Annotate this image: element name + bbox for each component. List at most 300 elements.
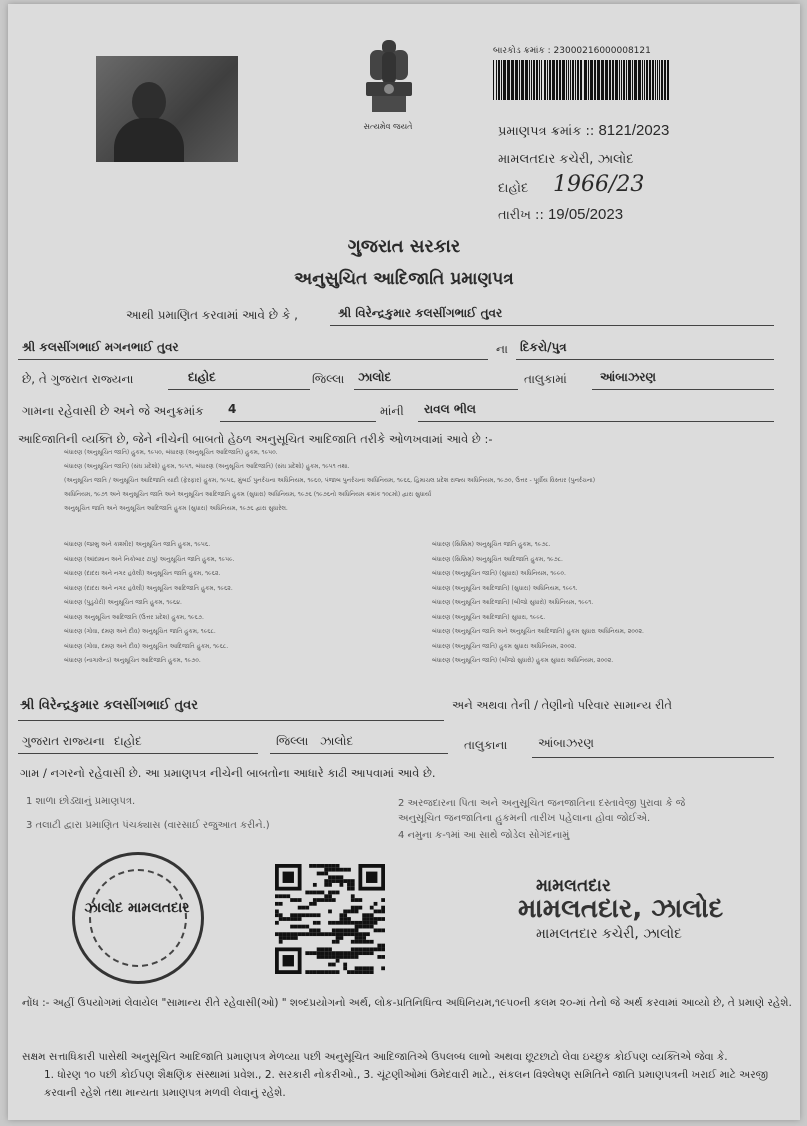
- qr-module: [302, 913, 306, 917]
- issuing-office: મામલતદાર કચેરી, ઝાલોદ: [498, 152, 634, 167]
- qr-module: [332, 921, 336, 925]
- order-line: બંધારણ (અનુસૂચિત જાતિ અને અનુસૂચિત આદિજાતિ) હુકમ સુધારા અધિનિયમ, ૨૦૦૨.: [432, 628, 644, 635]
- qr-module: [332, 928, 336, 932]
- qr-module: [317, 872, 321, 876]
- order-line: બંધારણ (અનુસૂચિત જાતિ) હુકમ, ૧૯૫૦, બંધારણ (અનુસૂચિત આદિજાતિ) હુકમ, ૧૯૫૦.: [64, 449, 278, 456]
- qr-module: [339, 913, 343, 917]
- qr-module: [283, 917, 287, 921]
- qr-module: [332, 963, 336, 967]
- qr-module: [332, 970, 336, 974]
- qr-module: [339, 879, 343, 883]
- condition-2: 2 અરજદારના પિતા અને અનુસૂચિત જનજાતિના દસ્તાવેજી પુરાવા કે જે અનુસૂચિત જનજાતિના હુકમની તારીખ પહેલાના હોવા જોઈએ.: [398, 798, 686, 824]
- qr-module: [313, 883, 317, 887]
- qr-module: [336, 864, 340, 868]
- qr-module: [298, 898, 302, 902]
- order-line: અનુસૂચિત જાતિ અને અનુસૂચિત આદિજાતિ હુકમ (સુધારા) અધિનિયમ, ૧૯૭૬ દ્વારા સુધારેલ.: [64, 505, 288, 512]
- qr-module: [339, 917, 343, 921]
- barcode-bar: [547, 60, 548, 100]
- residence-village: આંબાઝરણ: [538, 736, 594, 750]
- district-label: જિલ્લા: [312, 372, 345, 386]
- qr-module: [347, 887, 351, 891]
- barcode-bar: [588, 60, 589, 100]
- qr-module: [321, 872, 325, 876]
- qr-module: [332, 932, 336, 936]
- qr-module: [358, 906, 362, 910]
- order-line: બંધારણ (જમ્મુ અને કાશ્મીર) અનુસૂચિત જાતિ હુકમ, ૧૯૫૬.: [64, 541, 211, 548]
- qr-module: [328, 947, 332, 951]
- qr-module: [290, 925, 294, 929]
- qr-module: [343, 879, 347, 883]
- barcode-bar: [544, 60, 546, 100]
- qr-module: [336, 970, 340, 974]
- qr-module: [343, 928, 347, 932]
- qr-module: [336, 879, 340, 883]
- qr-module: [366, 947, 370, 951]
- barcode-bar: [623, 60, 625, 100]
- barcode-bar: [559, 60, 561, 100]
- qr-module: [351, 879, 355, 883]
- seal-text: ઝાલોદ મામલતદાર: [84, 900, 190, 916]
- barcode-bar: [570, 60, 571, 100]
- qr-module: [294, 936, 298, 940]
- qr-module: [294, 932, 298, 936]
- barcode-bar: [667, 60, 669, 100]
- qr-module: [321, 951, 325, 955]
- qr-module: [351, 906, 355, 910]
- qr-module: [370, 921, 374, 925]
- certificate-number-label: પ્રમાણપત્ર ક્રમાંક ::: [498, 124, 595, 139]
- barcode-bar: [612, 60, 614, 100]
- qr-module: [324, 872, 328, 876]
- qr-module: [355, 928, 359, 932]
- qr-module: [309, 928, 313, 932]
- qr-module: [313, 928, 317, 932]
- signature-stamp: મામલતદાર, ઝાલોદ: [518, 894, 724, 924]
- qr-module: [374, 910, 378, 914]
- residence-taluka: ઝાલોદ: [320, 734, 354, 748]
- barcode-bar: [584, 60, 587, 100]
- barcode-bar: [655, 60, 656, 100]
- qr-module: [313, 902, 317, 906]
- tribe-text: આદિજાતિની વ્યક્તિ છે, જેને નીચેની બાબતો હેઠળ અનુસૂચિત આદિજાતિ તરીકે ઓળખવામાં આવે છે :-: [18, 432, 493, 446]
- qr-module: [336, 875, 340, 879]
- certificate-page: [8, 4, 800, 1120]
- district-value: દાહોદ: [188, 370, 216, 384]
- barcode-bar: [594, 60, 596, 100]
- barcode-bar: [619, 60, 620, 100]
- qr-module: [355, 951, 359, 955]
- qr-module: [321, 932, 325, 936]
- qr-module: [381, 955, 385, 959]
- barcode-bar: [605, 60, 608, 100]
- qr-module: [328, 898, 332, 902]
- barcode-bar: [568, 60, 569, 100]
- qr-module: [328, 864, 332, 868]
- qr-module: [332, 864, 336, 868]
- qr-module: [351, 955, 355, 959]
- order-line: બંધારણ (અનુસૂચિત જાતિ) (સંઘ પ્રદેશો) હુકમ, ૧૯૫૧, બંધારણ (અનુસૂચિત આદિજાતિ) (સંઘ પ્રદેશો) હુકમ, ૧૯૫૧ તથા.: [64, 463, 350, 470]
- qr-module: [347, 879, 351, 883]
- qr-module: [343, 955, 347, 959]
- barcode-bar: [536, 60, 538, 100]
- barcode-bar: [498, 60, 500, 100]
- village-value: આંબાઝરણ: [600, 370, 656, 384]
- qr-module: [290, 917, 294, 921]
- qr-module: [347, 868, 351, 872]
- qr-module: [355, 906, 359, 910]
- qr-module: [324, 868, 328, 872]
- qr-module: [275, 913, 279, 917]
- qr-module: [298, 917, 302, 921]
- inward-label: દાહોદ: [498, 181, 529, 196]
- qr-module: [309, 932, 313, 936]
- qr-module: [358, 936, 362, 940]
- qr-module: [381, 966, 385, 970]
- applicant-photo: [96, 56, 238, 162]
- qr-module: [317, 864, 321, 868]
- qr-module: [343, 868, 347, 872]
- qr-finder: [366, 872, 377, 883]
- condition-1: 1 શાળા છોડ્યાનું પ્રમાણપત્ર.: [26, 796, 136, 807]
- qr-module: [381, 917, 385, 921]
- qr-module: [321, 864, 325, 868]
- barcode-label: બારકોડ ક્રમાંક : 23000216000008121: [493, 46, 651, 56]
- qr-module: [347, 921, 351, 925]
- order-line: બંધારણ (અનુસૂચિત આદિજાતિ) સુધારા, ૧૯૯૬.: [432, 613, 546, 621]
- qr-module: [355, 970, 359, 974]
- qr-module: [362, 917, 366, 921]
- qr-module: [313, 891, 317, 895]
- qr-module: [347, 883, 351, 887]
- qr-module: [309, 951, 313, 955]
- barcode-bar: [652, 60, 654, 100]
- qr-module: [317, 891, 321, 895]
- qr-module: [321, 947, 325, 951]
- qr-module: [347, 910, 351, 914]
- qr-module: [374, 928, 378, 932]
- qr-module: [366, 940, 370, 944]
- barcode-bar: [521, 60, 524, 100]
- certificate-number: [498, 122, 669, 139]
- residence-district-label: જિલ્લા: [276, 734, 309, 748]
- signatory-title: મામલતદાર: [536, 876, 611, 896]
- qr-module: [324, 970, 328, 974]
- qr-module: [351, 940, 355, 944]
- barcode-bar: [511, 60, 514, 100]
- qr-module: [374, 917, 378, 921]
- qr-module: [355, 936, 359, 940]
- barcode-bar: [533, 60, 535, 100]
- qr-module: [328, 951, 332, 955]
- qr-module: [381, 947, 385, 951]
- qr-module: [336, 928, 340, 932]
- qr-module: [343, 966, 347, 970]
- qr-module: [351, 887, 355, 891]
- resident-text: ગામના રહેવાસી છે અને જે અનુક્રમાંક: [22, 404, 204, 418]
- barcode-bar: [531, 60, 532, 100]
- qr-module: [374, 947, 378, 951]
- qr-module: [317, 932, 321, 936]
- qr-module: [339, 875, 343, 879]
- qr-module: [290, 932, 294, 936]
- qr-module: [328, 910, 332, 914]
- qr-module: [343, 921, 347, 925]
- barcode-bar: [493, 60, 494, 100]
- barcode-bar: [609, 60, 611, 100]
- qr-module: [324, 932, 328, 936]
- qr-module: [358, 951, 362, 955]
- qr-module: [355, 921, 359, 925]
- qr-module: [351, 883, 355, 887]
- qr-module: [351, 910, 355, 914]
- qr-module: [321, 891, 325, 895]
- qr-module: [377, 928, 381, 932]
- qr-module: [279, 932, 283, 936]
- qr-module: [332, 940, 336, 944]
- order-line: બંધારણ (અનુસૂચિત જાતિ) (સુધારા) અધિનિયમ, ૧૯૯૦.: [432, 570, 566, 577]
- qr-module: [343, 917, 347, 921]
- qr-module: [302, 925, 306, 929]
- qr-module: [336, 868, 340, 872]
- qr-module: [332, 951, 336, 955]
- competent-authority-text: [22, 1048, 792, 1102]
- barcode-bar: [575, 60, 576, 100]
- qr-module: [351, 947, 355, 951]
- qr-module: [328, 932, 332, 936]
- barcode-bar: [572, 60, 574, 100]
- qr-module: [313, 951, 317, 955]
- family-text: અને અથવા તેની / તેણીનો પરિવાર સામાન્ય રીતે: [452, 698, 673, 712]
- barcode-bar: [549, 60, 551, 100]
- qr-module: [358, 932, 362, 936]
- qr-module: [343, 963, 347, 967]
- barcode-bar: [664, 60, 666, 100]
- date-value: 19/05/2023: [547, 206, 624, 223]
- relation-value: દિકરો/પુત્ર: [520, 340, 567, 354]
- qr-module: [358, 970, 362, 974]
- qr-module: [351, 921, 355, 925]
- barcode-bar: [529, 60, 530, 100]
- qr-module: [294, 913, 298, 917]
- qr-module: [294, 917, 298, 921]
- applicant-name: શ્રી વિરેન્દ્રકુમાર કલસીંગભાઈ તુવર: [338, 306, 503, 320]
- barcode-bar: [659, 60, 660, 100]
- qr-module: [358, 966, 362, 970]
- barcode-bar: [626, 60, 627, 100]
- qr-module: [336, 932, 340, 936]
- qr-module: [324, 951, 328, 955]
- qr-module: [275, 921, 279, 925]
- taluka-value: ઝાલોદ: [358, 370, 392, 384]
- qr-module: [351, 894, 355, 898]
- qr-module: [324, 955, 328, 959]
- qr-module: [381, 928, 385, 932]
- qr-module: [370, 925, 374, 929]
- qr-module: [294, 898, 298, 902]
- order-line: બંધારણ (અનુસૂચિત આદિજાતિ) (બીજો સુધારો) અધિનિયમ, ૧૯૯૧.: [432, 599, 594, 606]
- qr-module: [328, 921, 332, 925]
- qr-module: [355, 925, 359, 929]
- qr-module: [355, 947, 359, 951]
- photo-body: [114, 118, 184, 162]
- qr-module: [305, 932, 309, 936]
- qr-module: [347, 951, 351, 955]
- qr-module: [283, 936, 287, 940]
- barcode-bar: [646, 60, 648, 100]
- qr-module: [309, 902, 313, 906]
- qr-module: [355, 932, 359, 936]
- qr-module: [358, 947, 362, 951]
- qr-module: [298, 906, 302, 910]
- barcode-bar: [577, 60, 579, 100]
- qr-module: [358, 921, 362, 925]
- qr-module: [377, 944, 381, 948]
- order-line: બંધારણ (આંદામાન અને નિકોબાર ટાપુ) અનુસૂચિત જાતિ હુકમ, ૧૯૫૯.: [64, 555, 235, 563]
- qr-module: [313, 864, 317, 868]
- qr-module: [309, 891, 313, 895]
- qr-module: [347, 970, 351, 974]
- qr-module: [290, 913, 294, 917]
- certificate-date: [498, 206, 623, 223]
- barcode-bar: [661, 60, 663, 100]
- qr-module: [305, 951, 309, 955]
- qr-module: [347, 928, 351, 932]
- qr-module: [332, 868, 336, 872]
- certificate-number-value: 8121/2023: [598, 122, 670, 139]
- order-line: બંધારણ (દાદરા અને નગર હવેલી) અનુસૂચિત આદિજાતિ હુકમ, ૧૯૬૨.: [64, 584, 233, 592]
- qr-module: [358, 898, 362, 902]
- qr-module: [339, 955, 343, 959]
- qr-module: [321, 970, 325, 974]
- qr-module: [370, 951, 374, 955]
- condition-4: 4 નમુના ક-૧માં આ સાથે જોડેલ સોગંદનામું: [398, 830, 570, 841]
- qr-module: [317, 947, 321, 951]
- qr-module: [328, 970, 332, 974]
- qr-module: [347, 917, 351, 921]
- qr-module: [366, 966, 370, 970]
- serial-number: 4: [228, 402, 237, 416]
- qr-module: [362, 913, 366, 917]
- qr-module: [366, 951, 370, 955]
- barcode-bar: [615, 60, 618, 100]
- qr-module: [374, 902, 378, 906]
- barcode-bar: [649, 60, 651, 100]
- qr-module: [370, 940, 374, 944]
- qr-module: [324, 879, 328, 883]
- qr-module: [309, 970, 313, 974]
- qr-module: [370, 917, 374, 921]
- date-label: તારીખ ::: [498, 208, 544, 223]
- qr-module: [351, 951, 355, 955]
- qr-finder: [283, 872, 294, 883]
- barcode-bar: [597, 60, 600, 100]
- qr-module: [298, 932, 302, 936]
- qr-module: [381, 944, 385, 948]
- qr-module: [313, 898, 317, 902]
- qr-module: [377, 917, 381, 921]
- relation-label: ના: [496, 342, 508, 356]
- qr-module: [290, 898, 294, 902]
- qr-module: [362, 921, 366, 925]
- qr-module: [317, 970, 321, 974]
- signatory-office: મામલતદાર કચેરી, ઝાલોદ: [536, 926, 682, 942]
- qr-module: [336, 936, 340, 940]
- qr-module: [336, 951, 340, 955]
- qr-module: [279, 940, 283, 944]
- order-line: બંધારણ (અનુસૂચિત જાતિ) (બીજો સુધારો) હુકમ સુધારા અધિનિયમ, ૨૦૦૨.: [432, 657, 614, 664]
- qr-module: [347, 932, 351, 936]
- qr-module: [370, 970, 374, 974]
- qr-module: [328, 955, 332, 959]
- qr-module: [279, 917, 283, 921]
- barcode-bar: [519, 60, 520, 100]
- qr-module: [324, 864, 328, 868]
- qr-module: [279, 936, 283, 940]
- qr-module: [313, 913, 317, 917]
- qr-module: [294, 925, 298, 929]
- qr-module: [332, 875, 336, 879]
- qr-module: [321, 898, 325, 902]
- residence-taluka-label: તાલુકાના: [464, 738, 508, 752]
- qr-module: [381, 898, 385, 902]
- barcode-bar: [580, 60, 582, 100]
- qr-module: [328, 894, 332, 898]
- qr-module: [321, 955, 325, 959]
- qr-module: [343, 910, 347, 914]
- order-line: બંધારણ (પુડુચેરી) અનુસૂચિત જાતિ હુકમ, ૧૯૬૪.: [64, 599, 182, 606]
- qr-module: [309, 913, 313, 917]
- government-heading: ગુજરાત સરકાર: [347, 236, 461, 257]
- qr-module: [339, 868, 343, 872]
- qr-module: [374, 921, 378, 925]
- qr-module: [313, 921, 317, 925]
- barcode-bar: [644, 60, 645, 100]
- qr-module: [377, 955, 381, 959]
- qr-module: [336, 940, 340, 944]
- orders-left: [64, 538, 394, 669]
- qr-module: [328, 879, 332, 883]
- qr-module: [362, 932, 366, 936]
- qr-module: [339, 936, 343, 940]
- serial-suffix: માંની: [380, 404, 404, 418]
- qr-module: [324, 883, 328, 887]
- barcode-bar: [601, 60, 604, 100]
- qr-module: [362, 951, 366, 955]
- order-line: બંધારણ (અનુસૂચિત જાતિ) હુકમ સુધારા અધિનિયમ, ૨૦૦૨.: [432, 642, 577, 650]
- qr-module: [286, 932, 290, 936]
- qr-module: [343, 951, 347, 955]
- certificate-title: અનુસુચિત આદિજાતિ પ્રમાણપત્ર: [294, 269, 514, 289]
- qr-module: [302, 932, 306, 936]
- order-line: બંધારણ (દાદરા અને નગર હવેલી) અનુસૂચિત જાતિ હુકમ, ૧૯૬૨.: [64, 570, 221, 577]
- qr-module: [336, 955, 340, 959]
- father-name: શ્રી કલસીંગભાઈ મગનભાઈ તુવર: [22, 340, 179, 354]
- barcode-bar: [525, 60, 528, 100]
- qr-module: [362, 940, 366, 944]
- qr-module: [279, 902, 283, 906]
- barcode-bar: [496, 60, 497, 100]
- qr-module: [381, 910, 385, 914]
- qr-module: [362, 970, 366, 974]
- qr-module: [275, 910, 279, 914]
- qr-module: [362, 966, 366, 970]
- qr-module: [286, 917, 290, 921]
- order-line: બંધારણ (નાગાલેન્ડ) અનુસૂચિત આદિજાતિ હુકમ, ૧૯૭૦.: [64, 657, 201, 664]
- barcode-bar: [515, 60, 518, 100]
- residence-state-text: ગુજરાત રાજ્યના: [22, 734, 105, 748]
- qr-code-icon: [274, 864, 386, 974]
- order-line: બંધારણ (સિક્કિમ) અનુસૂચિત આદિજાતિ હુકમ, ૧૯૭૮.: [432, 555, 563, 563]
